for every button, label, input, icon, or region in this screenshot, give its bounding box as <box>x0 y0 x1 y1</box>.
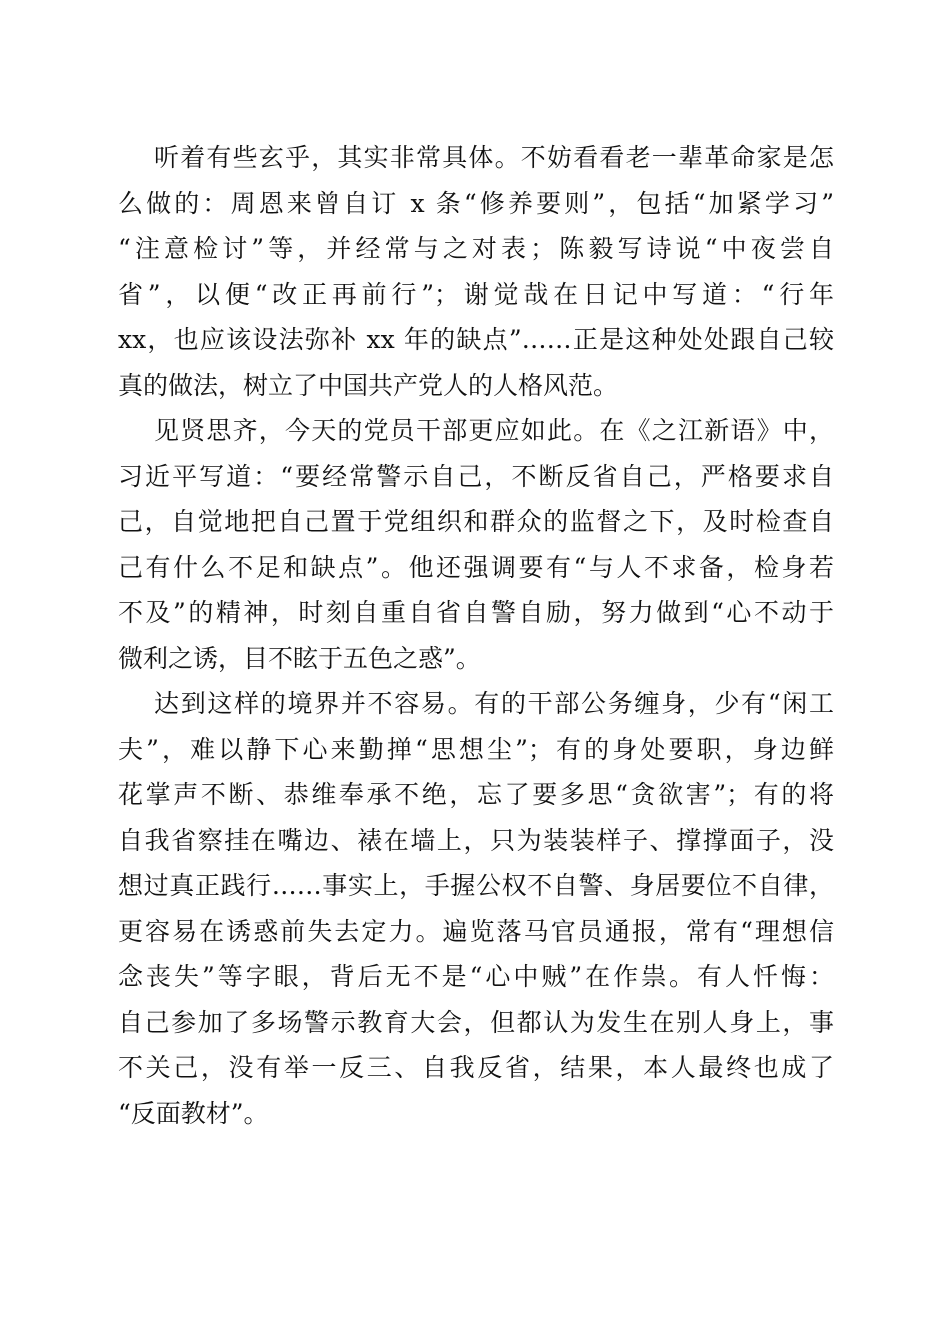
paragraph-line: 想过真正践行……事实上，手握公权不自警、身居要位不自律， <box>118 871 834 900</box>
paragraph-3 <box>118 681 834 1136</box>
paragraph-line: 习近平写道：“要经常警示自己，不断反省自己，严格要求自 <box>118 461 834 491</box>
paragraph-line: “反面教材”。 <box>118 1098 269 1128</box>
paragraph-line: 听着有些玄乎，其实非常具体。不妨看看老一辈革命家是怎 <box>154 143 834 172</box>
paragraph-line: “注意检讨”等，并经常与之对表；陈毅写诗说“中夜尝自 <box>118 234 834 263</box>
paragraph-line: 真的做法，树立了中国共产党人的人格风范。 <box>118 370 619 400</box>
paragraph-line: 微利之诱，目不眩于五色之惑”。 <box>118 643 481 673</box>
paragraph-line: 己有什么不足和缺点”。他还强调要有“与人不求备，检身若 <box>118 552 834 582</box>
paragraph-line: 不及”的精神，时刻自重自省自警自励，努力做到“心不动于 <box>118 598 834 627</box>
document-body <box>118 135 834 1136</box>
paragraph-line: 己，自觉地把自己置于党组织和群众的监督之下，及时检查自 <box>118 507 834 536</box>
paragraph-line: 夫”，难以静下心来勤掸“思想尘”；有的身处要职，身边鲜 <box>118 734 834 764</box>
paragraph-line: 自己参加了多场警示教育大会，但都认为发生在别人身上，事 <box>118 1007 834 1037</box>
paragraph-line: 达到这样的境界并不容易。有的干部公务缠身，少有“闲工 <box>154 689 834 718</box>
paragraph-line: 自我省察挂在嘴边、裱在墙上，只为装装样子、撑撑面子，没 <box>118 825 834 855</box>
paragraph-line: 花掌声不断、恭维奉承不绝，忘了要多思“贪欲害”；有的将 <box>118 780 834 809</box>
paragraph-line: 么做的：周恩来曾自订 x 条“修养要则”，包括“加紧学习” <box>118 188 834 218</box>
paragraph-2 <box>118 408 834 681</box>
paragraph-line: xx，也应该设法弥补 xx 年的缺点”……正是这种处处跟自己较 <box>118 325 834 354</box>
paragraph-line: 省”，以便“改正再前行”；谢觉哉在日记中写道：“行年 <box>118 279 834 309</box>
paragraph-line: 更容易在诱惑前失去定力。遍览落马官员通报，常有“理想信 <box>118 916 834 946</box>
paragraph-line: 见贤思齐，今天的党员干部更应如此。在《之江新语》中， <box>154 416 834 445</box>
paragraph-1 <box>118 135 834 408</box>
paragraph-line: 念丧失”等字眼，背后无不是“心中贼”在作祟。有人忏悔： <box>118 962 834 991</box>
paragraph-line: 不关己，没有举一反三、自我反省，结果，本人最终也成了 <box>118 1053 834 1082</box>
